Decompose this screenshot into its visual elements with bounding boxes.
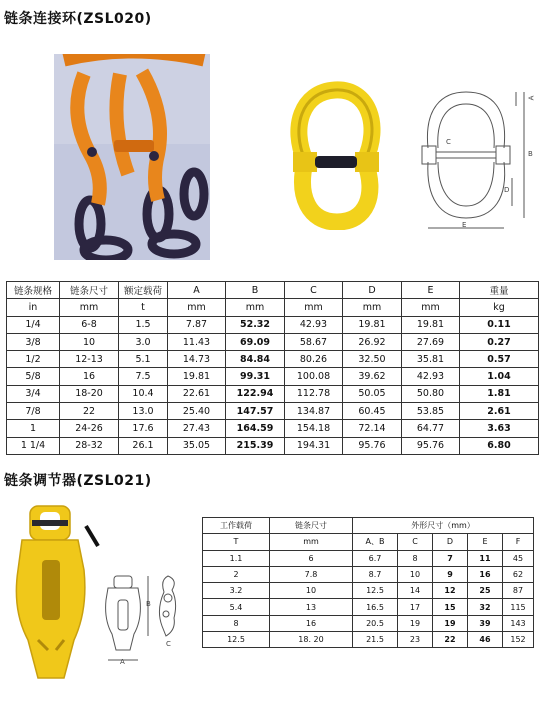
table-cell: 16: [270, 615, 353, 631]
section1-title: 链条连接环(ZSL020): [4, 11, 152, 27]
table-cell: 19.81: [168, 368, 226, 385]
unit-cell: D: [433, 534, 468, 550]
table-cell: 58.67: [285, 333, 343, 350]
table-cell: 21.5: [353, 632, 398, 648]
table-cell: 100.08: [285, 368, 343, 385]
table-cell: 164.59: [226, 420, 285, 437]
unit-cell: mm: [168, 299, 226, 316]
table-cell: 13: [270, 599, 353, 615]
unit-cell: A、B: [353, 534, 398, 550]
table-cell: 19.81: [343, 316, 402, 333]
product-photo-yellow-connecting-link: [271, 78, 399, 230]
unit-cell: C: [398, 534, 433, 550]
table-cell: 22.61: [168, 385, 226, 402]
table-cell: 5/8: [7, 368, 60, 385]
table-cell: 6: [270, 550, 353, 566]
table-cell: 62: [503, 566, 534, 582]
table-cell: 16: [468, 566, 503, 582]
unit-cell: in: [7, 299, 60, 316]
table-cell: 26.1: [119, 437, 168, 454]
table-cell: 7.87: [168, 316, 226, 333]
unit-cell: mm: [60, 299, 119, 316]
diagram-label-c: C: [166, 640, 171, 648]
header-cell: 工作载荷: [203, 518, 270, 534]
table-cell: 18-20: [60, 385, 119, 402]
table-cell: 1.5: [119, 316, 168, 333]
header-cell: 链条尺寸: [270, 518, 353, 534]
table-cell: 52.32: [226, 316, 285, 333]
table-cell: 42.93: [285, 316, 343, 333]
table-cell: 32: [468, 599, 503, 615]
table-cell: 11: [468, 550, 503, 566]
table-cell: 6.7: [353, 550, 398, 566]
header-cell: 链条规格: [7, 282, 60, 299]
header-cell: C: [285, 282, 343, 299]
table-row: [203, 632, 534, 648]
table-row: [7, 385, 539, 402]
table-cell: 11.43: [168, 333, 226, 350]
table-body: [7, 316, 539, 454]
table-cell: 15: [433, 599, 468, 615]
table-cell: 1 1/4: [7, 437, 60, 454]
table-cell: 95.76: [402, 437, 460, 454]
table-cell: 39: [468, 615, 503, 631]
table-cell: 6.80: [460, 437, 539, 454]
table-cell: 25.40: [168, 403, 226, 420]
header-cell: 外形尺寸（mm）: [353, 518, 534, 534]
table-cell: 134.87: [285, 403, 343, 420]
unit-cell: T: [203, 534, 270, 550]
table-cell: 45: [503, 550, 534, 566]
table-row: [7, 351, 539, 368]
unit-cell: kg: [460, 299, 539, 316]
table-cell: 20.5: [353, 615, 398, 631]
table-cell: 19: [433, 615, 468, 631]
table-cell: 8: [203, 615, 270, 631]
unit-cell: mm: [226, 299, 285, 316]
table-units-row: [7, 299, 539, 316]
table-cell: 35.05: [168, 437, 226, 454]
table-cell: 0.57: [460, 351, 539, 368]
table-cell: 3.2: [203, 583, 270, 599]
table-cell: 25: [468, 583, 503, 599]
table-units-row: [203, 534, 534, 550]
table-cell: 14: [398, 583, 433, 599]
table-cell: 95.76: [343, 437, 402, 454]
table-row: [7, 420, 539, 437]
table-cell: 7: [433, 550, 468, 566]
table-cell: 0.27: [460, 333, 539, 350]
table-row: [7, 333, 539, 350]
table-cell: 19: [398, 615, 433, 631]
diagram-label-d: D: [504, 186, 510, 194]
table-cell: 2.61: [460, 403, 539, 420]
table-cell: 8: [398, 550, 433, 566]
header-cell: 重量: [460, 282, 539, 299]
table-cell: 10.4: [119, 385, 168, 402]
table-cell: 9: [433, 566, 468, 582]
unit-cell: mm: [285, 299, 343, 316]
table-cell: 10: [398, 566, 433, 582]
header-cell: 额定载荷: [119, 282, 168, 299]
diagram-label-c: C: [446, 138, 451, 146]
table-cell: 13.0: [119, 403, 168, 420]
dimension-diagram-chain-adjuster: [100, 570, 196, 670]
table-cell: 14.73: [168, 351, 226, 368]
table-cell: 154.18: [285, 420, 343, 437]
table-cell: 7/8: [7, 403, 60, 420]
table-cell: 27.69: [402, 333, 460, 350]
dimension-diagram-connecting-link: [412, 78, 542, 238]
header-cell: B: [226, 282, 285, 299]
table-cell: 7.8: [270, 566, 353, 582]
table-cell: 84.84: [226, 351, 285, 368]
table-header-row: [203, 518, 534, 534]
table-cell: 3.0: [119, 333, 168, 350]
table-cell: 194.31: [285, 437, 343, 454]
chain-adjuster-spec-table: [202, 517, 534, 648]
section2-title: 链条调节器(ZSL021): [4, 473, 152, 489]
table-cell: 1: [7, 420, 60, 437]
table-cell: 5.4: [203, 599, 270, 615]
unit-cell: F: [503, 534, 534, 550]
unit-cell: t: [119, 299, 168, 316]
unit-cell: mm: [402, 299, 460, 316]
header-cell: D: [343, 282, 402, 299]
table-cell: 12: [433, 583, 468, 599]
product-photo-connecting-link-on-chain: [54, 54, 210, 260]
table-cell: 143: [503, 615, 534, 631]
table-cell: 72.14: [343, 420, 402, 437]
table-cell: 3/8: [7, 333, 60, 350]
unit-cell: E: [468, 534, 503, 550]
table-cell: 16.5: [353, 599, 398, 615]
table-cell: 7.5: [119, 368, 168, 385]
table-cell: 1/4: [7, 316, 60, 333]
table-cell: 1.81: [460, 385, 539, 402]
table-row: [203, 550, 534, 566]
table-cell: 12.5: [203, 632, 270, 648]
table-cell: 147.57: [226, 403, 285, 420]
table-cell: 2: [203, 566, 270, 582]
table-cell: 27.43: [168, 420, 226, 437]
table-body: [203, 550, 534, 648]
table-cell: 10: [60, 333, 119, 350]
unit-cell: mm: [270, 534, 353, 550]
product-photo-chain-adjuster: [4, 500, 100, 685]
table-cell: 215.39: [226, 437, 285, 454]
table-cell: 5.1: [119, 351, 168, 368]
table-cell: 60.45: [343, 403, 402, 420]
header-cell: 链条尺寸: [60, 282, 119, 299]
table-cell: 16: [60, 368, 119, 385]
table-cell: 87: [503, 583, 534, 599]
table-row: [7, 368, 539, 385]
table-cell: 53.85: [402, 403, 460, 420]
table-cell: 18. 20: [270, 632, 353, 648]
table-cell: 8.7: [353, 566, 398, 582]
table-cell: 50.80: [402, 385, 460, 402]
table-cell: 32.50: [343, 351, 402, 368]
table-cell: 1.04: [460, 368, 539, 385]
table-row: [203, 599, 534, 615]
table-row: [7, 437, 539, 454]
table-cell: 35.81: [402, 351, 460, 368]
diagram-label-b: B: [146, 600, 151, 608]
table-cell: 115: [503, 599, 534, 615]
table-cell: 26.92: [343, 333, 402, 350]
table-cell: 17.6: [119, 420, 168, 437]
table-row: [7, 316, 539, 333]
table-cell: 22: [60, 403, 119, 420]
table-cell: 12.5: [353, 583, 398, 599]
table-cell: 46: [468, 632, 503, 648]
diagram-label-a: A: [120, 658, 125, 666]
table-cell: 12-13: [60, 351, 119, 368]
table-row: [203, 583, 534, 599]
table-cell: 39.62: [343, 368, 402, 385]
table-cell: 122.94: [226, 385, 285, 402]
table-cell: 3.63: [460, 420, 539, 437]
table-cell: 24-26: [60, 420, 119, 437]
table-cell: 152: [503, 632, 534, 648]
table-cell: 17: [398, 599, 433, 615]
table-cell: 69.09: [226, 333, 285, 350]
table-header-row: [7, 282, 539, 299]
table-cell: 112.78: [285, 385, 343, 402]
table-cell: 64.77: [402, 420, 460, 437]
table-cell: 23: [398, 632, 433, 648]
table-cell: 50.05: [343, 385, 402, 402]
table-row: [7, 403, 539, 420]
unit-cell: mm: [343, 299, 402, 316]
table-cell: 99.31: [226, 368, 285, 385]
header-cell: A: [168, 282, 226, 299]
table-cell: 3/4: [7, 385, 60, 402]
table-cell: 22: [433, 632, 468, 648]
table-cell: 28-32: [60, 437, 119, 454]
table-cell: 6-8: [60, 316, 119, 333]
table-cell: 0.11: [460, 316, 539, 333]
table-row: [203, 566, 534, 582]
table-cell: 1/2: [7, 351, 60, 368]
header-cell: E: [402, 282, 460, 299]
table-row: [203, 615, 534, 631]
table-cell: 80.26: [285, 351, 343, 368]
diagram-label-e: E: [462, 221, 467, 229]
diagram-label-a: A: [527, 95, 536, 101]
connecting-link-spec-table: [6, 281, 539, 455]
table-cell: 1.1: [203, 550, 270, 566]
table-cell: 19.81: [402, 316, 460, 333]
table-cell: 42.93: [402, 368, 460, 385]
table-cell: 10: [270, 583, 353, 599]
diagram-label-b: B: [528, 150, 533, 158]
